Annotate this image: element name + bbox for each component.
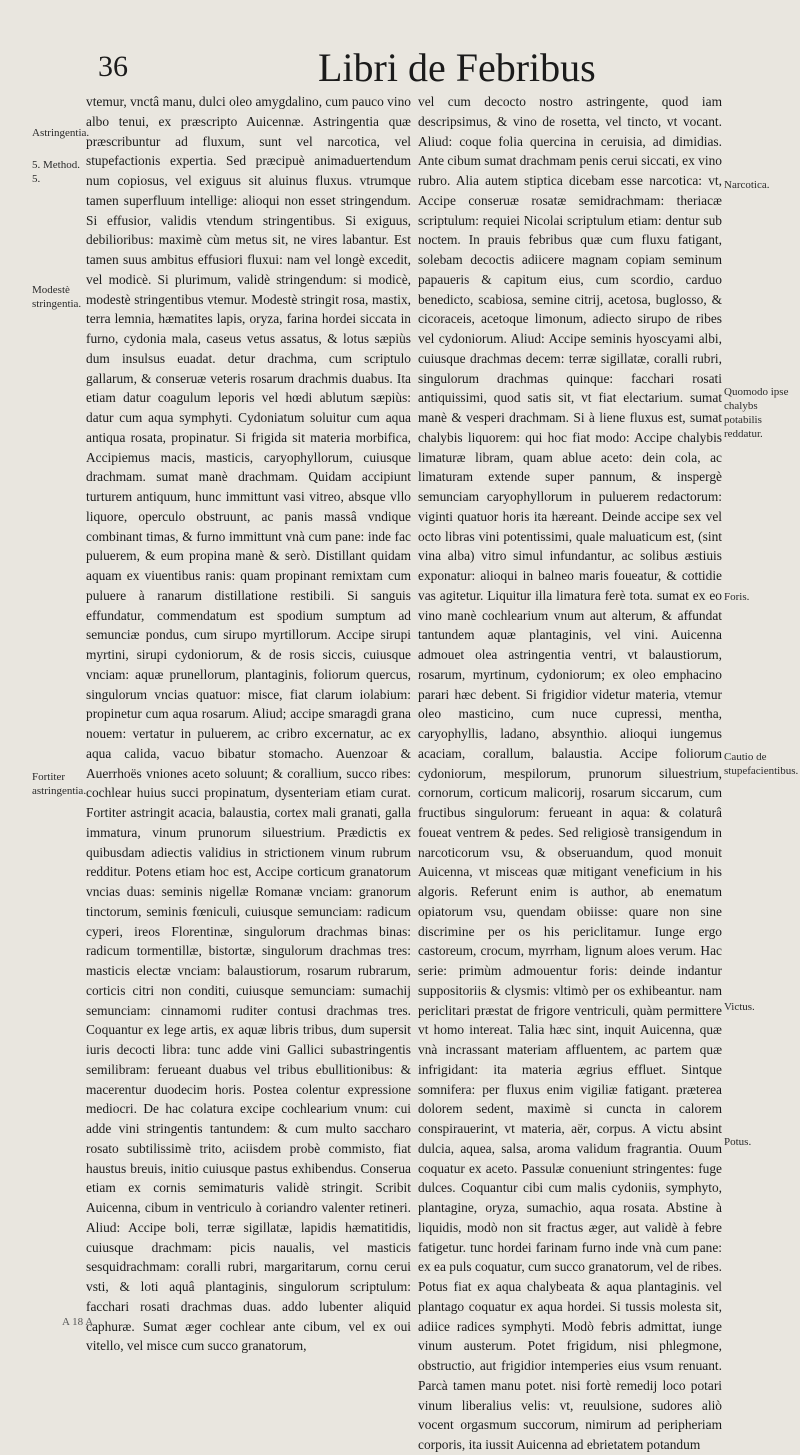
page-number: 36 [98, 50, 128, 83]
margin-note-narcotica: Narcotica. [724, 179, 770, 191]
running-title: Libri de Febribus [318, 45, 596, 90]
margin-note-potus: Potus. [724, 1136, 752, 1148]
margin-note-astringentia: Astringentia. [32, 127, 90, 139]
left-text-column: vtemur, vnctâ manu, dulci oleo amygdalino, cum pauco vino albo tenui, ex præscripto Auicennæ. Astringentia quæ præscribuntur ad fluxum, sunt vel narcotica, vel stupefactionis expertia. Sed præcipuè animaduertendum num copiosus, vel exiguus sit aluinus fluxus. vtrumque tamen superfluum intellige: alioqui non esset stringendum. Si effusior, validis vtendum stringentibus. Si exiguus, debilioribus: maximè cùm metus sit, ne vires labantur. Est tamen suus ambitus effusiori fluxui: nam vel longè excedit, vel modicè. Si plurimum, validè stringendum: si modicè, modestè stringentibus vtemur. Modestè stringit rosa, mastix, terra lemnia, hæmatites lapis, oryza, farina hordei siccata in furno, cydonia mala, caseus vetus assatus, & lotus sæpiùs dum insulsus euadat. detur drachma, cum scriptulo gallarum, & conseruæ veteris rosarum drachmis duabus. Ita etiam datur coagulum leporis vel hœdi ablutum sæpiùs: datur cum aqua symphyti. Cydoniatum soluitur cum aqua antiqua rosata, propinatur. Si frigida sit materia morbifica, Accipiemus macis, masticis, caryophyllorum, cuiusque drachmam. sumat manè drachmam. Quidam accipiunt turturem antiquum, hunc immittunt vasi vitreo, absque vllo liquore, operculo obstruunt, ac panis massâ vndique combinant timas, & furno immittunt vnà cum pane: inde fac puluerem, & eum propina manè & serò. Distillant quidam aquam ex viuentibus ranis: quam propinant remixtam cum puluere à ranarum distillatione restibili. Si sanguis effundatur, commendatum est spodium sumptum ad semunciæ pondus, cum sirupo myrtillorum. Accipe sirupi myrtini, sirupi cydoniorum, & de rosis siccis, cuiusque vnciam: aquæ prunellorum, plantaginis, foliorum quercus, singulorum vncias quatuor: misce, fiat clarum iolabium: propinetur cum aqua rosarum. Aliud; accipe smaragdi grana nouem: vertatur in puluerem, ac cribro excernatur, ac ex aqua calida, vacuo bibatur stomacho. Auenzoar & Auerrhoës vniones aceto soluunt; & corallium, succo ribes: cochlear huius succi propinatum, dysenteriam etiam curat. Fortiter astringit acacia, balaustia, cortex mali granati, galla immatura, vinum prunorum siluestrium. Prædictis ex quibusdam adiectis validius in strictionem vinum rubrum redditur. Potens etiam hoc est, Accipe corticum granatorum vncias duas: seminis nigellæ Romanæ vnciam: granorum tinctorum, seminis fœniculi, cuiusque semunciam: radicum cyperi, ireos Florentinæ, singulorum drachmas binas: radicum tormentillæ, bistortæ, singulorum drachmas tres: masticis electæ vnciam: balaustiorum, rosarum rubrarum, corticis citri non conditi, cuiusque semunciam: sumachij semunciam: cinnamomi ruditer contusi drachmas tres. Coquantur ex lege artis, ex aquæ libris tribus, dum supersit iuris decocti libra: tunc adde vini Gallici subastringentis semilibram: ferueant duabus vel tribus ebullitionibus: & macerentur duodecim horis. Postea colentur expressione mediocri. De hac colatura excipe cochlearium vnum: cui adde vini stringentis tantundem: & cum multo saccharo rosato subtilissimè trito, aciisdem probè commisto, fiat haustus breuis, initio cuiusque pastus exhibendus. Conserua etiam ex cornis semimaturis validè stringit. Scribit Auicenna, cibum in ventriculo à coriandro valenter retineri. Aliud: Accipe boli, terræ sigillatæ, lapidis hæmatitidis, cuiusque drachmam: picis naualis, vel masticis sesquidrachmam: coralli rubri, margaritarum, cornu cerui vsti, & loti aquâ plantaginis, singulorum scriptulum: facchari rosati drachmas duas. addo lubenter aliquid caphuræ. Sumat æger cochlear ante cibum, vel ex oui vitello, vel misce cum succo granatorum, [86, 94, 411, 1354]
right-text-column: vel cum decocto nostro astringente, quod iam descripsimus, & vino de rosetta, vel tincto, vt vocant. Aliud: coque folia quercina in ceruisia, ad dimidias. Ante cibum sumat drachmam penis cerui siccati, ex vino rubro. Alia autem stiptica dicebam esse narcotica: vt, Accipe conseruæ rosatæ semidrachmam: theriacæ scriptulum: requiei Nicolai scriptulum etiam: dentur sub noctem. In prauis febribus quæ cum fluxu fatigant, solebam decoctis adiicere magnam copiam seminum papaueris & capitum eius, cum scordio, carduo benedicto, scabiosa, semine citrij, acetosa, buglosso, & cicoraceis, acetoque limonum, adiecto sirupo de ribes vel cydoniorum. Aliud: Accipe seminis hyoscyami albi, cuiusque drachmas decem: terræ sigillatæ, coralli rubri, singulorum drachmas quinque: facchari rosati antiquissimi, quod satis sit, vt fiat electarium. sumat manè & vesperi drachmam. Si à liene fluxus est, sumat chalybis liquorem: qui hoc fiat modo: Accipe chalybis limaturæ libram, quam ablue aceto: dein cola, ac limaturam extende super pannum, & inspergè semunciam caryophyllorum in puluerem redactorum: viginti quatuor horis ita hæreant. Deinde accipe sex vel octo libras vini potentissimi, quale maluaticum est, (sint vina alba) vitro simul infundantur, ac solibus æstiuis exponatur: alioqui in balneo maris foueatur, & cottidie vas agitetur. Liquitur illa limatura ferè tota. sumat ex eo vino manè cochlearium vnum aut alterum, & affundat tantundem aquæ plantaginis, vel vini. Auicenna admouet olea astringentia ventri, vt balaustiorum, rosarum, myrtinum, cydoniorum; ex oleo emphacino parari hæc debent. Si frigidior videtur materia, vtemur oleo masticino, cum nuce cupressi, mentha, caryophyllis, ladano, absynthio. alioqui iungemus acaciam, corallum, balaustia. Accipe foliorum cydoniorum, mespilorum, prunorum siluestrium, cornorum, corticum malicorij, rosarum siccarum, cum fructibus singulorum: ferueant in aqua: & colaturâ foueat ventrem & pedes. Sed religiosè transigendum in narcoticorum vsu, & obseruandum, quod monuit Auicenna, vt misceas quæ mitigant veneficium in his algoris. Referunt enim is author, ab enematum opiatorum vsu, quendam obiisse: quare non sine discrimine per os his periclitamur. Iunge ergo castoreum, crocum, myrrham, lignum aloes verum. Hac serie: primùm admouentur foris: deinde indantur suppositoriis & clysmis: vltimò per os exhibeantur. nam periclitari præstat de frigore ventriculi, quàm permittere vt homo intereat. Talia hæc sint, inquit Auicenna, quæ vnà incrassant materiam affluentem, ac partem quæ infrigidant: ita materia ægrius effluet. Sintque somnifera: per fluxus enim vigiliæ fatigant. præterea dolorem sedent, maximè si cuncta in calorem conspirauerint, vt materia, aër, corpus. A victu absint dulcia, aquea, salsa, aroma validum fragrantia. Ouum coquatur ex aceto. Passulæ conueniunt stringentes: fuge dulces. Coquantur cibi cum malis cydoniis, symphyto, plantagine, oryza, sumachio, aqua rosata. Abstine à liquidis, modò non sit fractus æger, aut validè à febre fatigetur. tunc hordei farinam furno inde vnà cum pane: ex ea puls coquatur, cum succo granatorum, vel de ribes. Potus fiat ex aqua chalybeata & aqua plantaginis. vel plantago coquatur ex aqua hordei. Si tussis molesta sit, adiice radices symphyti. Modò febris admittat, iunge vinum austerum. Potet frigidum, nisi phlegmone, obstructio, aut frigidior intemperies eius vsum renuant. Parcà tamen manu potet. nisi fortè remedij loco potari vinum liberalius velis: vt, reuulsione, sudores aliò vocent orgasmum succorum, nimirum ad peripheriam corporis, ita iussit Auicenna ad ebrietatem potandum [418, 94, 722, 1452]
margin-note-cautio: Cautio de stupefacientibus. [724, 751, 799, 777]
margin-note-fortiter-astringentia: Fortiter astringentia. [32, 771, 87, 797]
margin-note-modeste-stringentia: Modestè stringentia. [32, 284, 82, 310]
margin-note-victus: Victus. [724, 1001, 755, 1013]
margin-note-method-reference: 5. Method. 5. [32, 159, 80, 185]
margin-note-quomodo-chalybs: Quomodo ipse chalybs potabilis reddatur. [724, 386, 789, 440]
margin-note-foris: Foris. [724, 591, 750, 603]
signature-mark: A 18 A [62, 1316, 94, 1328]
